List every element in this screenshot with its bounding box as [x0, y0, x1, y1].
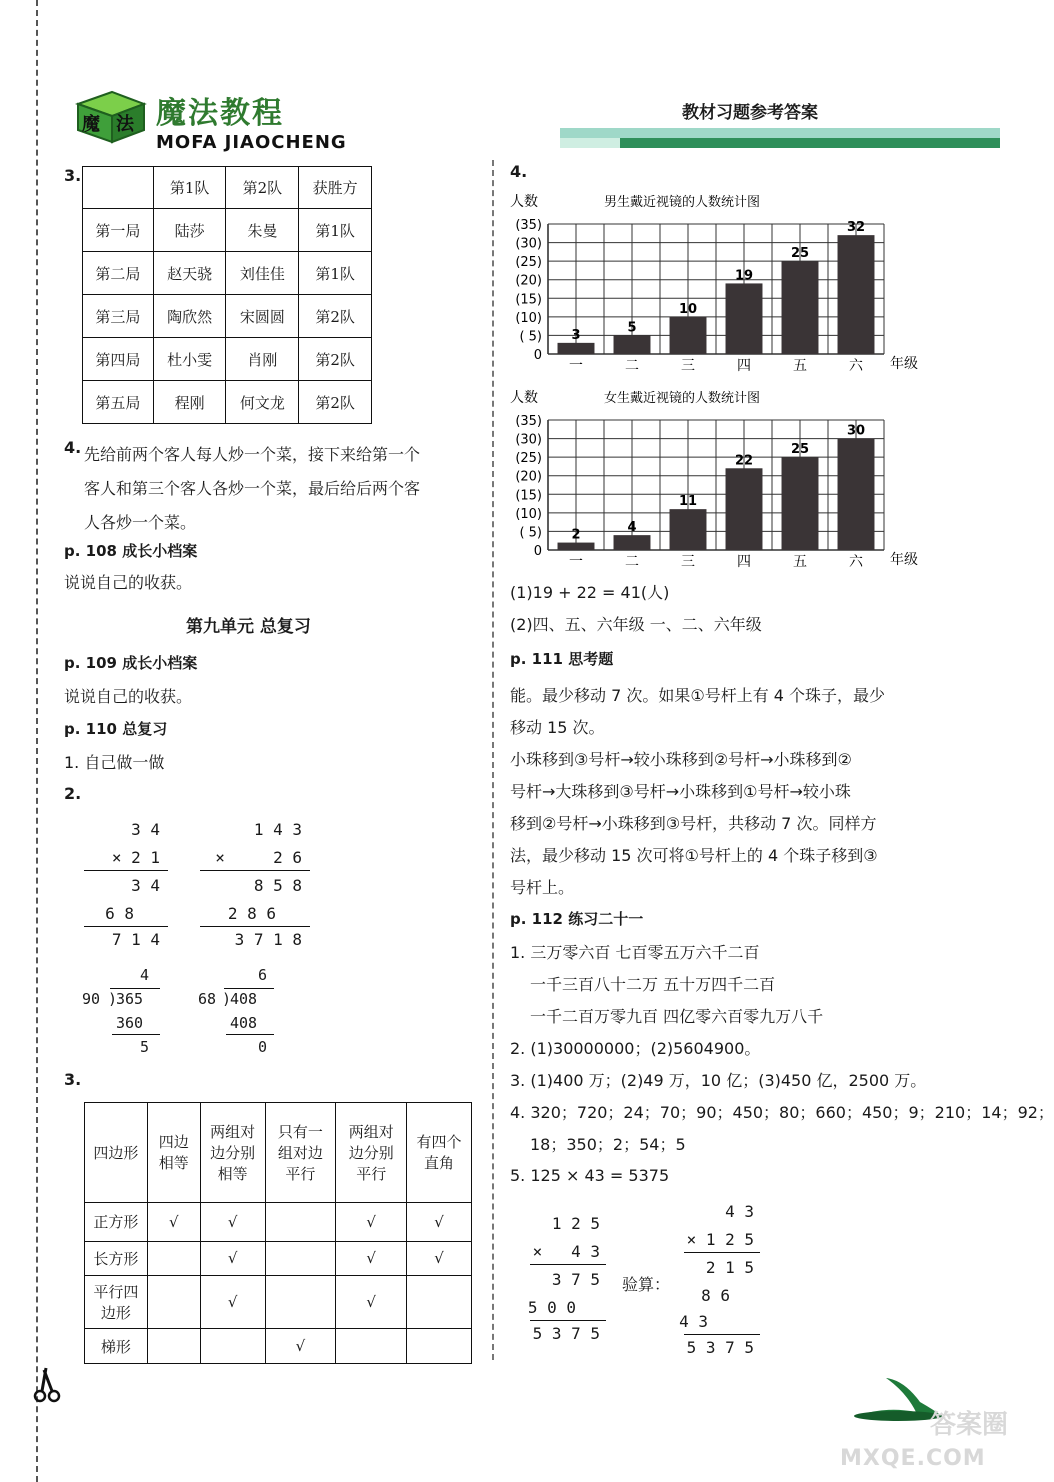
girls-chart-ytick: (15)	[515, 488, 542, 504]
boys-chart-ytick: (20)	[515, 273, 542, 289]
team-table-cell-r2-c1: 赵天骁	[153, 252, 226, 295]
boys-chart-ytick: (15)	[515, 292, 542, 308]
exercise-3: 3. (1)400 万；(2)49 万，10 亿；(3)450 亿，2500 万。	[510, 1071, 927, 1090]
quad-table-cell-r2-c2: √	[200, 1241, 265, 1276]
girls-chart-bar-4	[726, 468, 763, 550]
team-table-cell-r2-c0: 第二局	[83, 252, 154, 295]
girls-chart-ylabel: 人数	[510, 390, 538, 406]
boys-bar-chart	[500, 186, 920, 382]
girls-chart-xtick-2: 二	[625, 554, 639, 570]
team-table-row	[83, 295, 372, 338]
quad-table-cell-r0-c2: 两组对 边分别 相等	[200, 1103, 265, 1203]
team-table-cell-r5-c1: 程刚	[153, 381, 226, 424]
team-table-cell-r0-c1: 第1队	[153, 167, 226, 209]
team-table-cell-r5-c0: 第五局	[83, 381, 154, 424]
q4-label: 4.	[64, 438, 82, 457]
logo-subtitle: MOFA JIAOCHENG	[156, 132, 347, 153]
division-408-by-68: 6 68 ) 408 408 0	[198, 966, 278, 1056]
quad-table-cell-r0-c0: 四边形	[85, 1103, 148, 1203]
answer-1: (1)19 + 22 = 41(人)	[510, 583, 670, 602]
quad-table-cell-r2-c0: 长方形	[85, 1241, 148, 1276]
team-table-cell-r3-c3: 第2队	[299, 295, 372, 338]
boys-chart-title: 男生戴近视镜的人数统计图	[604, 195, 761, 210]
logo-cube-icon	[72, 84, 150, 146]
girls-chart-bar-1	[558, 543, 595, 550]
mult-34x21: 3 4 × 2 1 3 4 6 8 7 1 4	[84, 820, 168, 950]
quad-table-cell-r4-c4	[336, 1329, 407, 1364]
exercise-4-line2: 18；350；2；54；5	[530, 1135, 686, 1154]
girls-chart-xtick-6: 六	[849, 554, 863, 570]
column-divider	[492, 160, 494, 1360]
watermark-cn: 答案圈	[930, 1410, 1009, 1440]
girls-chart-ytick: (35)	[515, 414, 542, 429]
boys-chart-xtick-2: 二	[625, 358, 639, 374]
svg-text:法: 法	[116, 114, 134, 135]
boys-chart-xlabel: 年级	[890, 356, 918, 372]
team-table-cell-r1-c2: 朱曼	[226, 209, 299, 252]
boys-chart-ytick: (10)	[515, 310, 542, 326]
team-table-cell-r2-c3: 第1队	[299, 252, 372, 295]
quad-table-cell-r2-c4: √	[336, 1241, 407, 1276]
boys-chart-bar-2	[614, 335, 651, 354]
quad-table-cell-r1-c1: √	[147, 1202, 200, 1241]
boys-chart-ytick: (25)	[515, 255, 542, 271]
girls-chart-ytick: ( 5)	[519, 525, 542, 541]
team-table-cell-r3-c1: 陶欣然	[153, 295, 226, 338]
quad-table-cell-r3-c2: √	[200, 1276, 265, 1329]
svg-text:魔: 魔	[82, 114, 100, 135]
p109-text: 说说自己的收获。	[64, 687, 193, 706]
quad-table-cell-r4-c0: 梯形	[85, 1329, 148, 1364]
quad-table-cell-r0-c3: 只有一 组对边 平行	[265, 1103, 336, 1203]
boys-chart-xtick-3: 三	[681, 358, 695, 374]
boys-chart-bar-label-3: 10	[678, 301, 698, 317]
division-365-by-90: 4 90 ) 365 360 5	[82, 966, 162, 1056]
boys-chart-bar-4	[726, 283, 763, 354]
watermark: MXQE.COM	[840, 1446, 986, 1471]
boys-chart-ytick: (30)	[515, 236, 542, 252]
quad-table-row	[85, 1202, 472, 1241]
exercise-1-line3: 一千二百万零九百 四亿零六百零九万八千	[530, 1007, 824, 1026]
mult-143x26: 1 4 3 × 2 6 8 5 8 2 8 6 3 7 1 8	[200, 820, 310, 950]
boys-chart-ylabel: 人数	[510, 194, 538, 210]
logo-title: 魔法教程	[156, 96, 284, 131]
girls-chart-bar-5	[782, 457, 819, 550]
team-table-cell-r4-c2: 肖刚	[226, 338, 299, 381]
answer-2: (2)四、五、六年级 一、二、六年级	[510, 615, 762, 634]
quad-table-cell-r2-c3	[265, 1241, 336, 1276]
q4-text: 先给前两个客人每人炒一个菜，接下来给第一个 客人和第三个客人各炒一个菜，最后给后两个客 人各炒一个菜。	[84, 445, 421, 532]
exercise-1-line1: 1. 三万零六百 七百零五万六千二百	[510, 943, 760, 962]
boys-chart-ytick: (35)	[515, 218, 542, 233]
girls-chart-xlabel: 年级	[890, 552, 918, 568]
team-table-cell-r0-c3: 获胜方	[299, 167, 372, 209]
quad-table-row	[85, 1276, 472, 1329]
team-table-cell-r3-c2: 宋圆圆	[226, 295, 299, 338]
p108-heading: p. 108 成长小档案	[64, 542, 198, 560]
boys-chart-bar-label-1: 3	[571, 327, 581, 343]
girls-chart-xtick-1: 一	[569, 554, 583, 570]
quad-table-cell-r4-c5	[407, 1329, 472, 1364]
p108-text: 说说自己的收获。	[64, 573, 193, 592]
girls-chart-ytick: (20)	[515, 469, 542, 485]
quad-table-cell-r0-c1: 四边 相等	[147, 1103, 200, 1203]
right-q4-label: 4.	[510, 162, 528, 181]
mult-43x125-check: 4 3 × 1 2 5 2 1 5 8 6 4 3 5 3 7 5	[684, 1202, 760, 1362]
cut-line-left	[36, 0, 38, 1482]
p110-heading: p. 110 总复习	[64, 720, 168, 738]
girls-chart-ytick: (25)	[515, 451, 542, 467]
p111-text: 能。最少移动 7 次。如果①号杆上有 4 个珠子，最少 移动 15 次。 小珠移到③号杆→较小珠移到②号杆→小珠移到② 号杆→大珠移到③号杆→小珠移到①号杆→较小珠 移到②号杆→小珠移到③号杆，共移动 7 次。同样方 法，最少移动 15 次可将①号杆上的 4 个珠子移到③ 号杆上。	[510, 686, 886, 897]
scissors-icon	[30, 1366, 70, 1406]
team-table-row	[83, 209, 372, 252]
q1-text: 1. 自己做一做	[64, 753, 165, 772]
quad-table-cell-r3-c1	[147, 1276, 200, 1329]
quad-table-cell-r4-c1	[147, 1329, 200, 1364]
team-table-cell-r1-c3: 第1队	[299, 209, 372, 252]
quadrilateral-table	[84, 1102, 472, 1364]
boys-chart-bar-label-4: 19	[734, 268, 754, 284]
quad-table-cell-r3-c4: √	[336, 1276, 407, 1329]
boys-chart-bar-6	[838, 235, 875, 354]
boys-chart-bar-5	[782, 261, 819, 354]
girls-chart-ytick: 0	[533, 544, 542, 559]
team-table-row	[83, 252, 372, 295]
team-table-cell-r5-c3: 第2队	[299, 381, 372, 424]
girls-chart-bar-label-1: 2	[571, 527, 581, 543]
girls-chart-ytick: (10)	[515, 506, 542, 522]
team-table-row	[83, 381, 372, 424]
p109-heading: p. 109 成长小档案	[64, 654, 198, 672]
quad-table-cell-r0-c5: 有四个 直角	[407, 1103, 472, 1203]
quad-table-header-row	[85, 1103, 472, 1203]
header-title: 教材习题参考答案	[682, 103, 818, 123]
boys-chart-bar-label-6: 32	[846, 220, 866, 236]
boys-chart-bar-label-2: 5	[627, 320, 637, 336]
page-number: 115	[872, 1390, 904, 1408]
boys-chart-xtick-6: 六	[849, 358, 863, 374]
quad-table-cell-r1-c4: √	[336, 1202, 407, 1241]
girls-chart-bar-label-5: 25	[790, 442, 810, 458]
girls-chart-xtick-3: 三	[681, 554, 695, 570]
mult-125x43: 1 2 5 × 4 3 3 7 5 5 0 0 5 3 7 5	[530, 1214, 606, 1346]
quad-table-cell-r1-c2: √	[200, 1202, 265, 1241]
quad-table-cell-r3-c0: 平行四 边形	[85, 1276, 148, 1329]
exercise-4-line1: 4. 320；720；24；70；90；450；80；660；450；9；210；14；92；	[510, 1103, 1054, 1122]
girls-chart-xtick-4: 四	[737, 554, 751, 570]
boys-chart-ytick: 0	[533, 348, 542, 363]
team-table-cell-r2-c2: 刘佳佳	[226, 252, 299, 295]
quad-table-cell-r2-c5: √	[407, 1241, 472, 1276]
p111-heading: p. 111 思考题	[510, 650, 614, 668]
team-table-cell-r4-c0: 第四局	[83, 338, 154, 381]
quad-table-row	[85, 1329, 472, 1364]
quad-table-cell-r4-c2	[200, 1329, 265, 1364]
boys-chart-ytick: ( 5)	[519, 329, 542, 345]
unit9-title: 第九单元 总复习	[186, 617, 311, 637]
girls-chart-bar-label-6: 30	[846, 423, 866, 439]
girls-chart-bar-label-4: 22	[734, 453, 754, 469]
girls-chart-bar-6	[838, 439, 875, 550]
girls-chart-xtick-5: 五	[793, 554, 807, 570]
p112-heading: p. 112 练习二十一	[510, 910, 644, 928]
quad-table-cell-r1-c5: √	[407, 1202, 472, 1241]
q3b-label: 3.	[64, 1070, 82, 1089]
team-table-cell-r1-c1: 陆莎	[153, 209, 226, 252]
team-table-row	[83, 338, 372, 381]
team-table-cell-r0-c2: 第2队	[226, 167, 299, 209]
team-table-cell-r4-c3: 第2队	[299, 338, 372, 381]
quad-table-cell-r4-c3: √	[265, 1329, 336, 1364]
quad-table-row	[85, 1241, 472, 1276]
quad-table-cell-r1-c0: 正方形	[85, 1202, 148, 1241]
girls-chart-ytick: (30)	[515, 432, 542, 448]
check-label: 验算：	[622, 1275, 671, 1294]
quad-table-cell-r0-c4: 两组对 边分别 平行	[336, 1103, 407, 1203]
boys-chart-xtick-4: 四	[737, 358, 751, 374]
header-band	[560, 124, 1000, 150]
team-table-cell-r4-c1: 杜小雯	[153, 338, 226, 381]
q2-label: 2.	[64, 784, 82, 803]
quad-table-cell-r3-c5	[407, 1276, 472, 1329]
team-table-cell-r3-c0: 第三局	[83, 295, 154, 338]
team-table-cell-r1-c0: 第一局	[83, 209, 154, 252]
girls-chart-title: 女生戴近视镜的人数统计图	[604, 391, 761, 406]
q3-label: 3.	[64, 166, 82, 185]
team-table-cell-r5-c2: 何文龙	[226, 381, 299, 424]
exercise-2: 2. (1)30000000；(2)5604900。	[510, 1039, 761, 1058]
quad-table-cell-r3-c3	[265, 1276, 336, 1329]
girls-chart-bar-label-3: 11	[678, 494, 698, 510]
boys-chart-xtick-1: 一	[569, 358, 583, 374]
boys-chart-bar-1	[558, 343, 595, 354]
exercise-5: 5. 125 × 43 = 5375	[510, 1166, 670, 1185]
team-table-header-row	[83, 167, 372, 209]
exercise-1-line2: 一千三百八十二万 五十万四千二百	[530, 975, 776, 994]
boys-chart-bar-label-5: 25	[790, 246, 810, 262]
girls-bar-chart	[500, 382, 920, 572]
girls-chart-bar-label-2: 4	[627, 520, 637, 536]
boys-chart-xtick-5: 五	[793, 358, 807, 374]
team-table-cell-r0-c0	[83, 167, 154, 209]
boys-chart-bar-3	[670, 317, 707, 354]
quad-table-cell-r1-c3	[265, 1202, 336, 1241]
quad-table-cell-r2-c1	[147, 1241, 200, 1276]
girls-chart-bar-2	[614, 535, 651, 550]
team-table	[82, 166, 372, 424]
girls-chart-bar-3	[670, 509, 707, 550]
